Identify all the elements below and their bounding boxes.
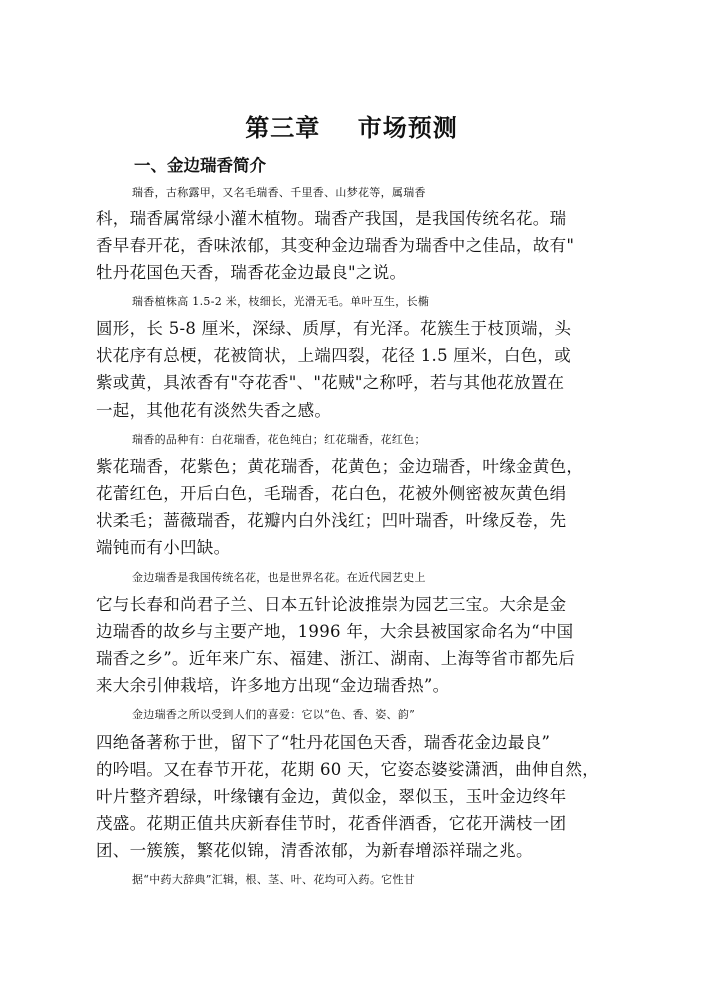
paragraph-5-line-1: 金边瑞香之所以受到人们的喜爱：它以“色、香、姿、韵” — [132, 708, 416, 721]
paragraph-1-line-4: 牡丹花国色天香，瑞香花金边最良"之说。 — [96, 263, 407, 282]
paragraph-1-line-1: 瑞香，古称露甲，又名毛瑞香、千里香、山梦花等，属瑞香 — [132, 186, 426, 199]
paragraph-3-line-1: 瑞香的品种有：白花瑞香，花色纯白；红花瑞香，花红色； — [132, 433, 426, 446]
paragraph-3-line-4: 状柔毛；蔷薇瑞香，花瓣内白外浅红；凹叶瑞香，叶缘反卷，先 — [96, 511, 567, 530]
paragraph-4-line-3: 边瑞香的故乡与主要产地，1996 年，大余县被国家命名为“中国 — [96, 622, 574, 641]
paragraph-6-line-1: 据“中药大辞典”汇辑，根、茎、叶、花均可入药。它性甘 — [132, 873, 416, 886]
paragraph-5-line-5: 茂盛。花期正值共庆新春佳节时，花香伴酒香，它花开满枝一团 — [96, 814, 567, 833]
paragraph-2-line-3: 状花序有总梗，花被筒状，上端四裂，花径 1.5 厘米，白色，或 — [96, 346, 572, 365]
paragraph-5-line-4: 叶片整齐碧绿，叶缘镶有金边，黄似金，翠似玉，玉叶金边终年 — [96, 787, 567, 806]
paragraph-1-line-2: 科，瑞香属常绿小灌木植物。瑞香产我国，是我国传统名花。瑞 — [96, 209, 567, 228]
paragraph-4-line-2: 它与长春和尚君子兰、日本五针论波推崇为园艺三宝。大余是金 — [96, 595, 567, 614]
section-heading: 一、金边瑞香简介 — [134, 156, 266, 175]
paragraph-2-line-2: 圆形，长 5-8 厘米，深绿、质厚，有光泽。花簇生于枝顶端，头 — [96, 319, 572, 338]
paragraph-4-line-5: 来大余引伸栽培，许多地方出现“金边瑞香热”。 — [96, 676, 450, 695]
paragraph-5-line-2: 四绝备著称于世，留下了“牡丹花国色天香，瑞香花金边最良” — [96, 733, 551, 752]
paragraph-5-line-6: 团、一簇簇，繁花似锦，清香浓郁，为新春增添祥瑞之兆。 — [96, 841, 533, 860]
paragraph-2-line-1: 瑞香植株高 1.5-2 米，枝细长，光滑无毛。单叶互生，长椭 — [132, 295, 430, 308]
paragraph-3-line-5: 端钝而有小凹缺。 — [96, 538, 231, 557]
paragraph-2-line-4: 紫或黄，具浓香有"夺花香"、"花贼"之称呼，若与其他花放置在 — [96, 373, 565, 392]
paragraph-5-line-3: 的吟唱。又在春节开花，花期 60 天，它姿态婆娑潇洒，曲伸自然， — [96, 760, 600, 779]
chapter-title: 第三章 市场预测 — [245, 114, 458, 142]
paragraph-3-line-2: 紫花瑞香，花紫色；黄花瑞香，花黄色；金边瑞香，叶缘金黄色， — [96, 457, 584, 476]
paragraph-4-line-1: 金边瑞香是我国传统名花，也是世界名花。在近代园艺史上 — [132, 571, 426, 584]
paragraph-2-line-5: 一起，其他花有淡然失香之感。 — [96, 401, 332, 420]
paragraph-4-line-4: 瑞香之乡”。近年来广东、福建、浙江、湖南、上海等省市都先后 — [96, 649, 576, 668]
paragraph-3-line-3: 花蕾红色，开后白色，毛瑞香，花白色，花被外侧密被灰黄色绢 — [96, 484, 567, 503]
paragraph-1-line-3: 香早春开花，香味浓郁，其变种金边瑞香为瑞香中之佳品，故有" — [96, 236, 575, 255]
